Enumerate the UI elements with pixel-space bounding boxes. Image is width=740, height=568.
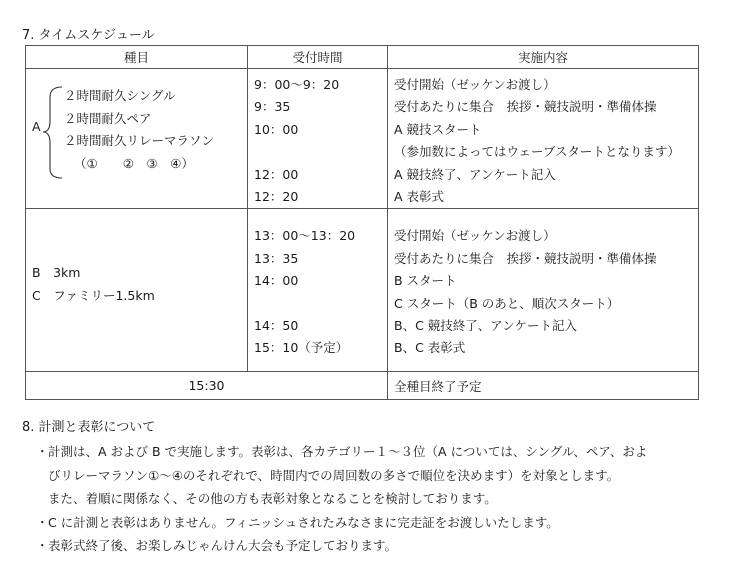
content-cell: A 競技スタート (394, 121, 482, 137)
category-a-cell (26, 69, 248, 209)
row-a-contents (388, 69, 699, 209)
time-cell: 12：00 (254, 166, 299, 182)
table-row-b (26, 209, 699, 372)
note-item: ・計測は、A および B で実施します。表彰は、各カテゴリー１〜３位（A については、シングル、ペア、およ (36, 440, 726, 464)
row-b-contents (388, 209, 699, 372)
end-content-text: 全種目終了予定 (394, 378, 482, 394)
content-cell: （参加数によってはウェーブスタートとなります） (394, 144, 680, 160)
time-cell: 14：00 (254, 273, 299, 289)
header-content: 実施内容 (388, 46, 699, 69)
time-cell: 10：00 (254, 121, 299, 137)
bullet-mark: ・ (36, 444, 49, 459)
event-b: B 3km (32, 265, 81, 281)
content-cell: C スタート（B のあと、順次スタート） (394, 295, 620, 311)
section-8-heading: 8. 計測と表彰について (22, 420, 156, 435)
row-b-times (248, 209, 388, 372)
time-cell: 9：35 (254, 99, 291, 115)
category-a-letter: A (32, 119, 41, 134)
content-cell: 受付あたりに集合 挨拶・競技説明・準備体操 (394, 250, 657, 266)
content-cell: B、C 表彰式 (394, 340, 466, 356)
brace-icon (40, 85, 66, 179)
content-cell: 受付あたりに集合 挨拶・競技説明・準備体操 (394, 99, 657, 115)
schedule-table (25, 45, 699, 400)
category-bc-cell (26, 209, 248, 372)
content-cell: 受付開始（ゼッケンお渡し） (394, 228, 556, 244)
table-row-end (26, 372, 699, 400)
category-a-events (64, 85, 214, 175)
table-header-row (26, 46, 699, 69)
bullet-mark: ・ (36, 538, 49, 553)
content-cell: A 表彰式 (394, 188, 445, 204)
event-relay-legs: （① ② ③ ④） (74, 155, 194, 171)
event-c: C ファミリー1.5km (32, 287, 155, 303)
time-cell (254, 141, 381, 163)
time-cell: 14：50 (254, 317, 299, 333)
section-7-heading: 7. タイムスケジュール (22, 28, 155, 43)
content-cell: B、C 競技終了、アンケート記入 (394, 317, 578, 333)
end-content-cell (388, 372, 699, 400)
content-cell: B スタート (394, 273, 457, 289)
time-cell: 9：00〜9：20 (254, 77, 340, 92)
table-row-a (26, 69, 699, 209)
header-reception-time: 受付時間 (248, 46, 388, 69)
time-cell: 13：00〜13：20 (254, 228, 356, 244)
end-time-cell: 15:30 (26, 372, 388, 400)
bullet-mark: ・ (36, 514, 49, 530)
note-item-continued: びリレーマラソン①〜④のそれぞれで、時間内での周回数の多さで順位を決めます）を対象とします。 (48, 467, 620, 483)
row-a-times (248, 69, 388, 209)
note-item: ・C に計測と表彰はありません。フィニッシュされたみなさまに完走証をお渡しいたします。 (36, 511, 726, 535)
time-cell (254, 293, 381, 315)
note-item-continued: また、着順に関係なく、その他の方も表彰対象となることを検討しております。 (48, 491, 497, 506)
note-item: ・表彰式終了後、お楽しみじゃんけん大会も予定しております。 (36, 534, 726, 558)
header-event: 種目 (26, 46, 248, 69)
time-cell: 15：10（予定） (254, 340, 349, 356)
event-relay: ２時間耐久リレーマラソン (64, 133, 215, 148)
measurement-notes (36, 440, 726, 558)
time-cell: 13：35 (254, 250, 299, 266)
content-cell: 受付開始（ゼッケンお渡し） (394, 77, 556, 92)
time-cell: 12：20 (254, 188, 299, 204)
content-cell: A 競技終了、アンケート記入 (394, 166, 556, 182)
event-pair: ２時間耐久ペア (64, 110, 152, 126)
event-single: ２時間耐久シングル (64, 88, 176, 103)
